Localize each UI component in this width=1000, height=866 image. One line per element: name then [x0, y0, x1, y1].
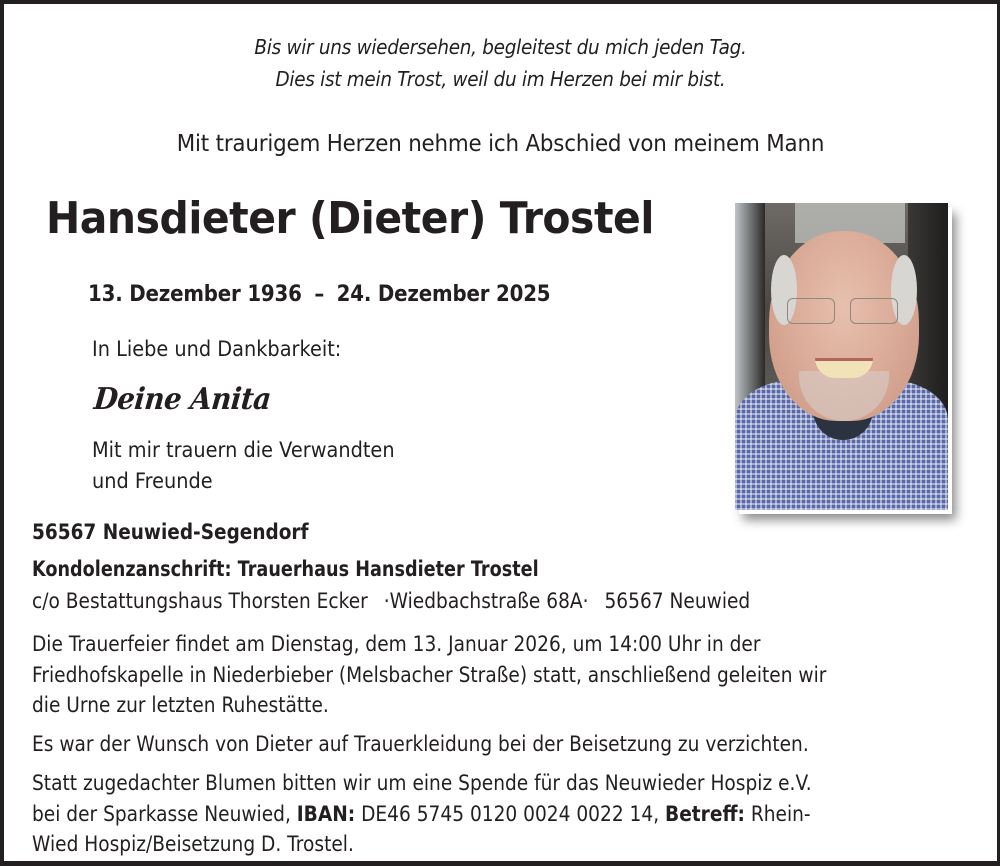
death-date: 24. Dezember 2025	[336, 282, 551, 307]
ceremony-paragraph	[32, 629, 826, 721]
condolence-care-of: c/o Bestattungshaus Thorsten Ecker	[32, 589, 368, 613]
mourners-text	[92, 435, 395, 497]
signature: Deine Anita	[92, 382, 273, 417]
photo-glasses-left	[787, 298, 835, 324]
condolence-address	[32, 589, 750, 613]
donation-paragraph	[32, 768, 812, 860]
date-separator: –	[314, 282, 325, 307]
mourners-line-1: Mit mir trauern die Verwandten	[92, 438, 395, 462]
donation-bank: bei der Sparkasse Neuwied,	[32, 801, 297, 826]
condolence-label: Kondolenzanschrift: Trauerhaus Hansdieter Trostel	[32, 557, 539, 581]
donation-line-1: Statt zugedachter Blumen bitten wir um eine Spende für das Neuwieder Hospiz e.V.	[32, 771, 812, 795]
place-line: 56567 Neuwied-Segendorf	[32, 520, 309, 544]
donation-line-2	[32, 799, 812, 830]
condolence-city: 56567 Neuwied	[604, 589, 751, 613]
ceremony-line-1: Die Trauerfeier findet am Dienstag, dem 13. Januar 2026, um 14:00 Uhr in der	[32, 632, 761, 656]
iban-value: DE46 5745 0120 0024 0022 14,	[355, 801, 666, 826]
obituary-notice	[4, 4, 997, 861]
mourners-line-2: und Freunde	[92, 469, 213, 493]
reference-label: Betreff:	[665, 801, 745, 826]
condolence-street: ·Wiedbachstraße 68A·	[383, 589, 589, 613]
photo-glasses-right	[850, 298, 898, 324]
ceremony-line-3: die Urne zur letzten Ruhestätte.	[32, 693, 329, 717]
donation-line-3: Wied Hospiz/Beisetzung D. Trostel.	[32, 832, 354, 856]
life-dates	[88, 282, 550, 307]
portrait-photo	[735, 203, 948, 510]
poem-line-1: Bis wir uns wiedersehen, begleitest du mich jeden Tag.	[254, 35, 747, 59]
deceased-name: Hansdieter (Dieter) Trostel	[46, 193, 654, 244]
birth-date: 13. Dezember 1936	[88, 282, 302, 307]
poem-line-2: Dies ist mein Trost, weil du im Herzen bei mir bist.	[275, 67, 726, 91]
wish-paragraph: Es war der Wunsch von Dieter auf Trauerkleidung bei der Beisetzung zu verzichten.	[32, 732, 809, 756]
intro-text: Mit traurigem Herzen nehme ich Abschied von meinem Mann	[176, 131, 825, 157]
reference-value-start: Rhein-	[744, 801, 811, 826]
thanks-line: In Liebe und Dankbarkeit:	[92, 337, 342, 361]
ceremony-line-2: Friedhofskapelle in Niederbieber (Melsbacher Straße) statt, anschließend geleiten wir	[32, 662, 827, 687]
iban-label: IBAN:	[296, 801, 356, 826]
